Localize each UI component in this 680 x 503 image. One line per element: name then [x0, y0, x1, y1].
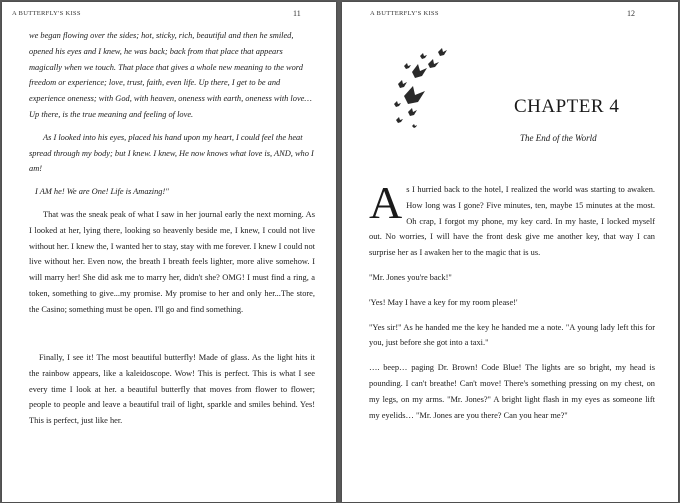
- paragraph: …. beep… paging Dr. Brown! Code Blue! The lights are so bright, my head is pounding. I can't breathe! Can't move! There's something pressing on my chest, on my legs, on my arms. "Mr. Jones?" A bright light flash in my eyes as someone lift my eyelids… "Mr. Jones are you there? Can you hear me?": [369, 363, 655, 420]
- butterfly-icon: [408, 108, 417, 116]
- butterfly-icon: [412, 124, 417, 128]
- body-text: [369, 177, 655, 423]
- butterfly-icon: [398, 80, 407, 88]
- butterfly-icon: [404, 86, 425, 104]
- left-page: [2, 2, 336, 502]
- paragraph: I AM he! We are One! Life is Amazing!": [35, 187, 169, 197]
- paragraph: we began flowing over the sides; hot, sticky, rich, beautiful and then he smiled, opened his eyes and I knew, he was back; back from that place that appears magically when we touch. That place that gives a whole new meaning to the word freedom or experience; love, trust, faith, even life. Up there, I get to be and experience oneness; with God, with heaven, oneness with earth, oneness with love… Up there, is the true meaning and feeling of love.: [29, 31, 312, 119]
- paragraph: Finally, I see it! The most beautiful butterfly! Made of glass. As the light hits it the rainbow appears, like a kaleidoscope. Wow! This is perfect. This is what I see every time I look at her. a beautiful butterfly that moves from flower to flower; people to people and leave a beautiful trail of light, sparkle and smiles behind. Yes! This is perfect, just like her.: [29, 353, 315, 426]
- butterfly-icon: [412, 64, 427, 78]
- right-page: [342, 2, 678, 502]
- butterfly-icon: [420, 53, 427, 59]
- running-head: A BUTTERFLY'S KISS: [12, 10, 81, 17]
- butterfly-icon: [394, 101, 401, 107]
- butterfly-icon: [396, 117, 403, 123]
- butterfly-icon: [428, 59, 439, 68]
- butterfly-icon: [438, 48, 447, 56]
- paragraph: "Mr. Jones you're back!": [369, 272, 452, 282]
- paragraph: "Yes sir!" As he handed me the key he handed me a note. "A young lady left this for you, just before she got into a taxi.": [369, 322, 655, 348]
- body-text-top: [29, 28, 315, 318]
- paragraph: [369, 177, 655, 261]
- page-number: 11: [293, 9, 301, 18]
- chapter-subtitle: The End of the World: [520, 133, 597, 143]
- page-number: 12: [627, 9, 635, 18]
- paragraph: That was the sneak peak of what I saw in her journal early the next morning. As I looked at her, lying there, looking so heavenly beside me, I knew, I could not live without her. I knew the, I wanted her to stay, stay with me forever. I knew I could not live without her. Even now, the breath I breath feels lighter, more alive somehow. I will marry her! She did ask me to marry her, didn't she? OMG! I must find a ring, a token, something to give...my promise. My promise to her and only her...The store, the Casino; something must be open. I'll go and find something.: [29, 209, 315, 314]
- paragraph: 'Yes! May I have a key for my room please!': [369, 297, 518, 307]
- paragraph: As I looked into his eyes, placed his hand upon my heart, I could feel the heat spread through my body; but I knew. I knew, He now knows what love is, AND, who I am!: [29, 132, 314, 174]
- body-text-bottom: [29, 350, 315, 429]
- running-head: A BUTTERFLY'S KISS: [370, 10, 439, 17]
- paragraph-text: s I hurried back to the hotel, I realized the world was starting to awaken. How long was I gone? Five minutes, ten, maybe 15 minutes at the most. Oh crap, I forgot my phone, my key card. In my haste, I locked myself out. No worries, I will have the front desk give me another key, that way I can surprise her as I awaken her to the magic that is us.: [369, 185, 655, 258]
- butterflies-icon: [390, 46, 454, 130]
- butterfly-icon: [404, 63, 411, 69]
- drop-cap: A: [369, 177, 403, 228]
- chapter-title: CHAPTER 4: [514, 96, 620, 117]
